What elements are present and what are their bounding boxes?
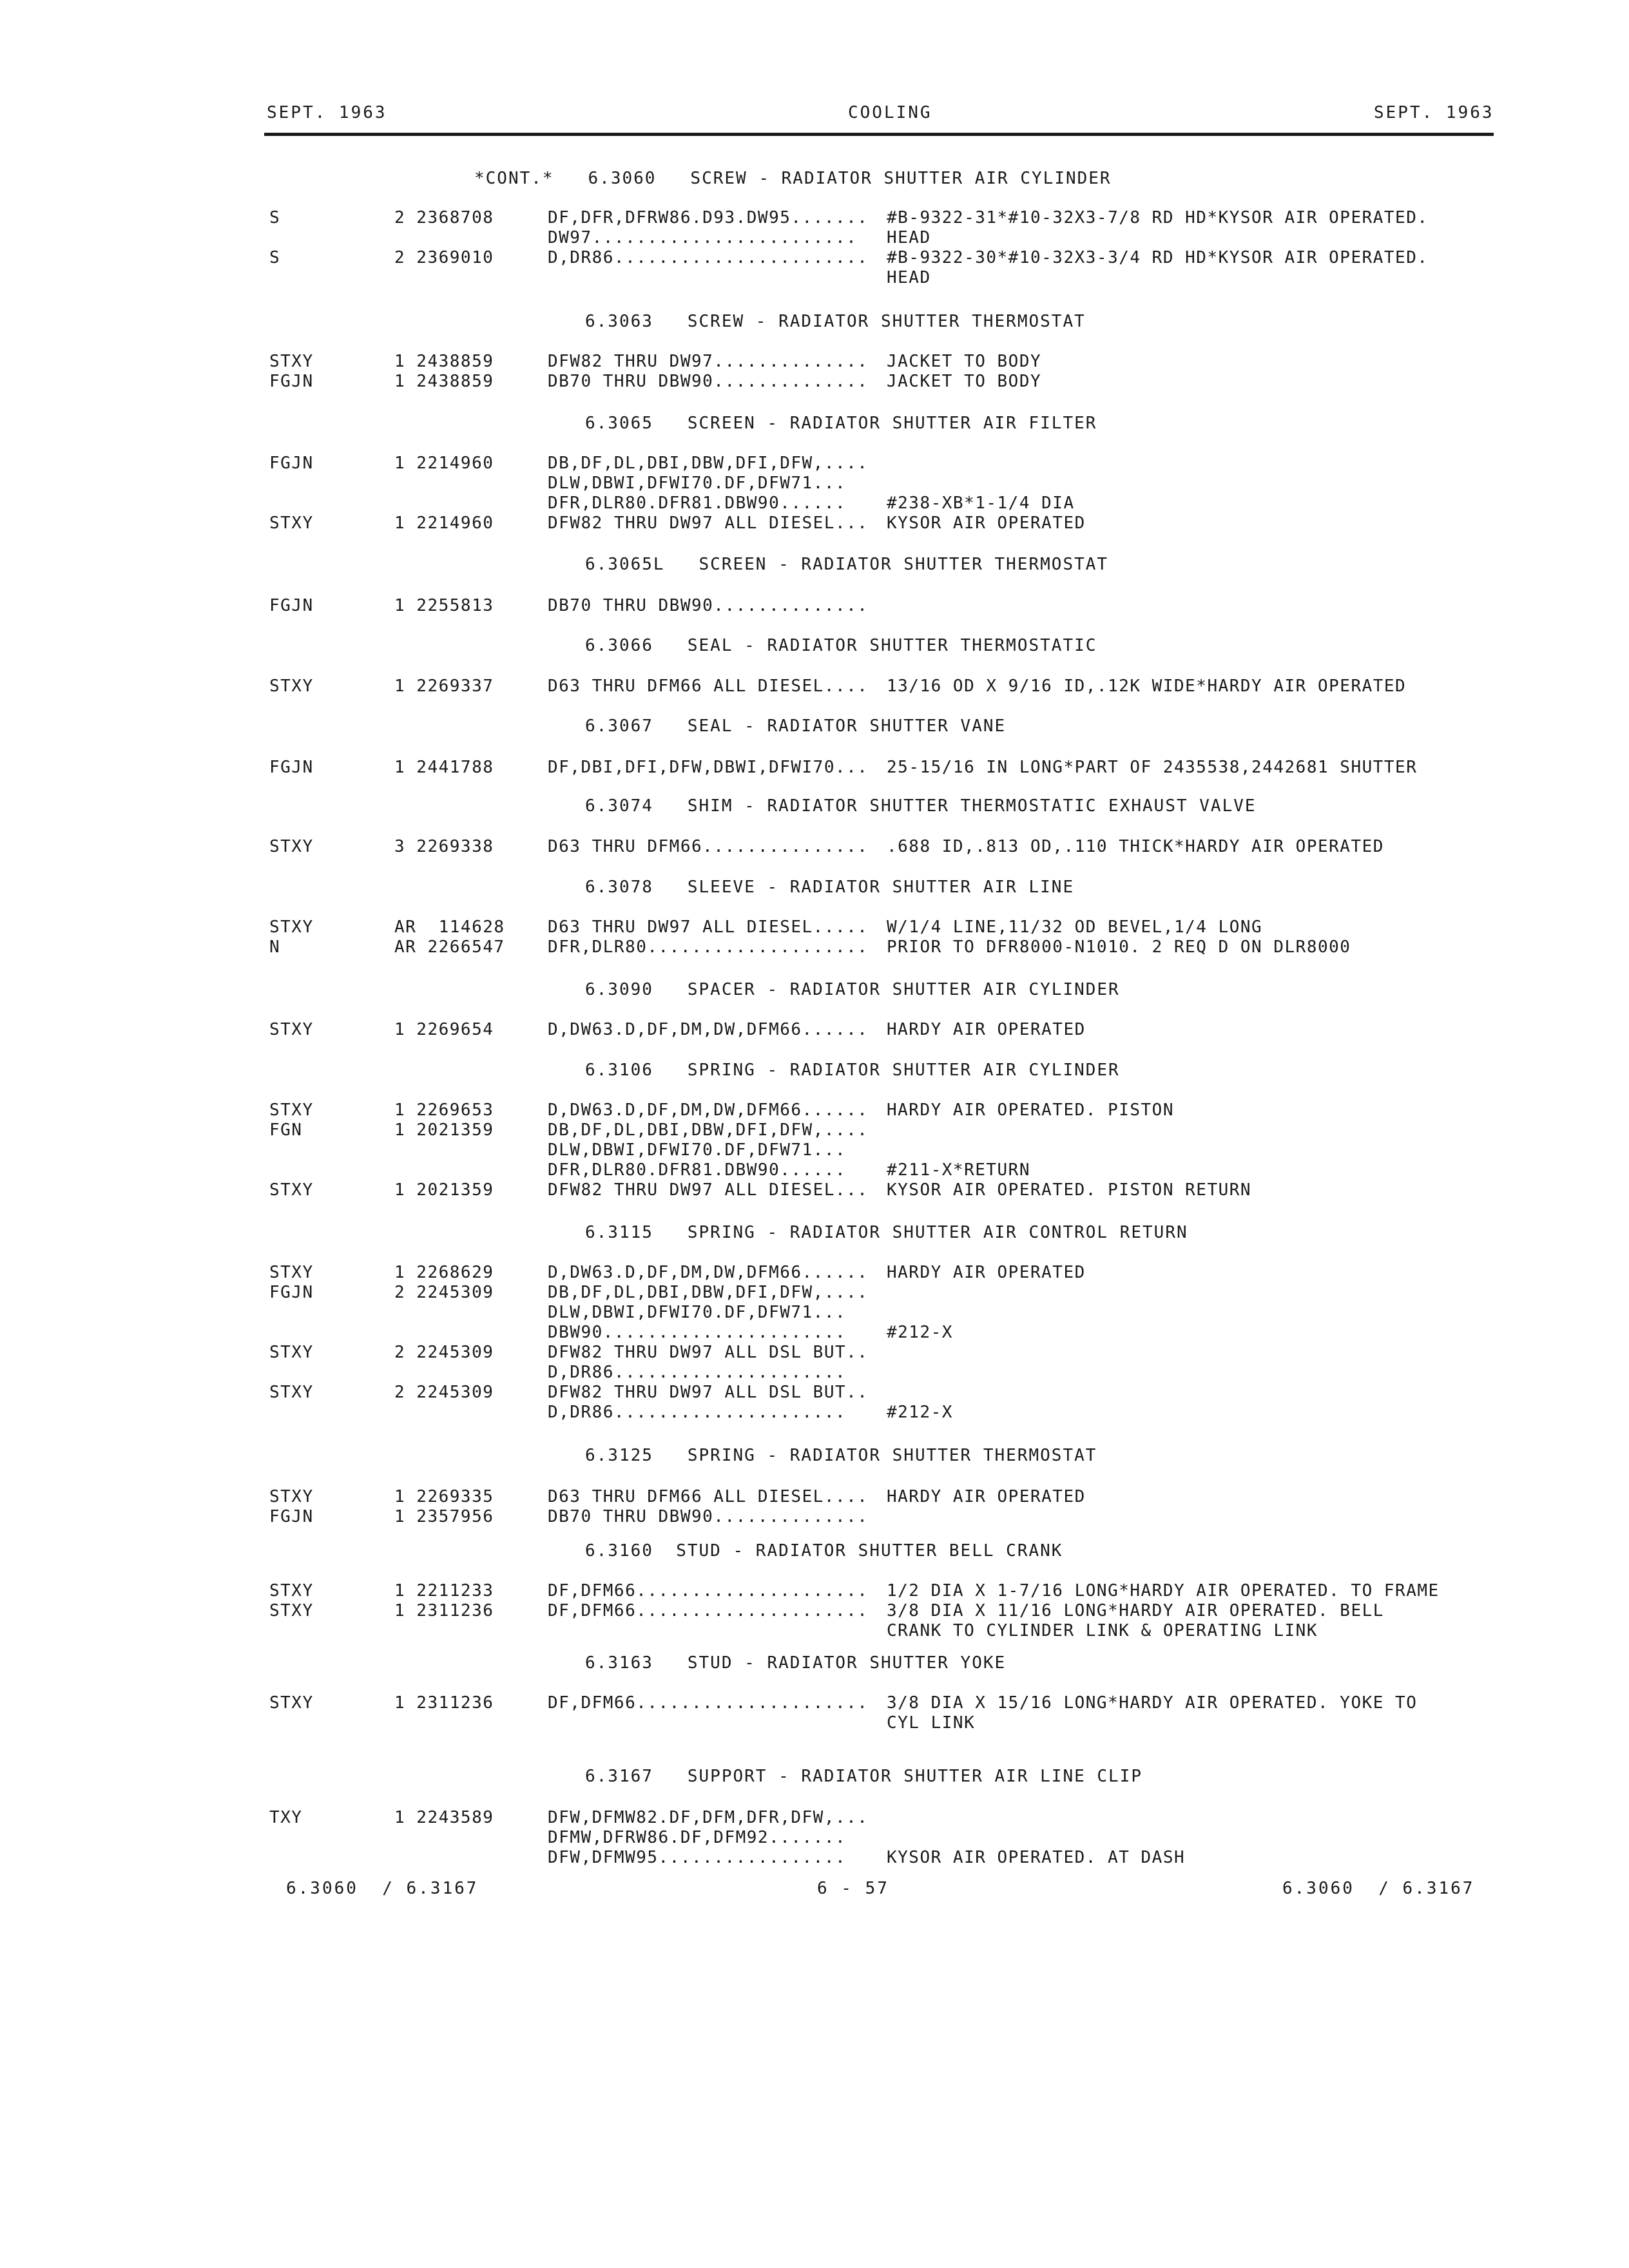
part-description: JACKET TO BODY [887,352,1042,371]
part-description: #211-X*RETURN [887,1160,1030,1180]
part-application: DLW,DBWI,DFWI70.DF,DFW71... [548,1140,847,1160]
part-qty-number: 1 2214960 [394,454,494,473]
part-qty-number: 1 2269654 [394,1020,494,1039]
part-application: DW97........................ [548,228,858,247]
part-description: 13/16 OD X 9/16 ID,.12K WIDE*HARDY AIR OPERATED [887,677,1407,696]
part-code: FGJN [269,758,314,777]
part-application: DB,DF,DL,DBI,DBW,DFI,DFW,.... [548,1283,869,1302]
part-code: STXY [269,1100,314,1120]
part-code: FGJN [269,1283,314,1302]
part-code: STXY [269,1581,314,1600]
section-title: 6.3065 SCREEN - RADIATOR SHUTTER AIR FILTER [585,414,1097,433]
page-number: 6 - 57 [817,1879,889,1898]
section-title: 6.3078 SLEEVE - RADIATOR SHUTTER AIR LINE [585,878,1075,897]
part-code: STXY [269,837,314,856]
section-title: *CONT.* 6.3060 SCREW - RADIATOR SHUTTER AIR CYLINDER [474,169,1112,188]
part-application: D63 THRU DW97 ALL DIESEL..... [548,918,869,937]
part-code: S [269,248,281,267]
part-application: DFR,DLR80.DFR81.DBW90...... [548,494,847,513]
footer-range-right: 6.3060 / 6.3167 [1282,1879,1475,1898]
part-description: KYSOR AIR OPERATED. PISTON RETURN [887,1180,1252,1200]
part-description: JACKET TO BODY [887,372,1042,391]
part-qty-number: 1 2311236 [394,1693,494,1713]
part-description: HARDY AIR OPERATED [887,1020,1086,1039]
part-description: HARDY AIR OPERATED. PISTON [887,1100,1174,1120]
header-date-left: SEPT. 1963 [267,103,387,122]
part-qty-number: 1 2211233 [394,1581,494,1600]
part-qty-number: 1 2438859 [394,372,494,391]
part-application: D63 THRU DFM66............... [548,837,869,856]
part-qty-number: AR 114628 [394,918,505,937]
section-title: 6.3063 SCREW - RADIATOR SHUTTER THERMOSTAT [585,312,1086,331]
part-application: D63 THRU DFM66 ALL DIESEL.... [548,677,869,696]
header-title: COOLING [848,103,932,122]
part-code: STXY [269,1020,314,1039]
part-application: DB70 THRU DBW90.............. [548,1507,869,1526]
part-qty-number: 1 2243589 [394,1808,494,1827]
part-qty-number: 1 2269653 [394,1100,494,1120]
part-code: FGJN [269,372,314,391]
section-title: 6.3090 SPACER - RADIATOR SHUTTER AIR CYLINDER [585,980,1120,999]
part-code: STXY [269,514,314,533]
part-application: D,DW63.D,DF,DM,DW,DFM66...... [548,1263,869,1282]
part-description: 25-15/16 IN LONG*PART OF 2435538,2442681 SHUTTER [887,758,1418,777]
part-application: D,DR86..................... [548,1403,847,1422]
part-application: DF,DBI,DFI,DFW,DBWI,DFWI70... [548,758,869,777]
part-application: DFW,DFMW95................. [548,1848,847,1867]
part-qty-number: 2 2368708 [394,208,494,227]
part-description: 3/8 DIA X 11/16 LONG*HARDY AIR OPERATED. BELL [887,1601,1384,1620]
part-code: N [269,937,281,957]
part-description: #212-X [887,1403,953,1422]
part-description: .688 ID,.813 OD,.110 THICK*HARDY AIR OPERATED [887,837,1384,856]
part-code: TXY [269,1808,303,1827]
part-code: STXY [269,918,314,937]
part-qty-number: 1 2438859 [394,352,494,371]
part-qty-number: 1 2269337 [394,677,494,696]
part-application: DFR,DLR80.................... [548,937,869,957]
part-qty-number: 3 2269338 [394,837,494,856]
part-application: D,DR86....................... [548,248,869,267]
section-title: 6.3106 SPRING - RADIATOR SHUTTER AIR CYLINDER [585,1061,1120,1080]
part-application: DB,DF,DL,DBI,DBW,DFI,DFW,.... [548,1120,869,1140]
part-code: STXY [269,1180,314,1200]
part-qty-number: 1 2255813 [394,596,494,615]
part-code: STXY [269,1693,314,1713]
part-application: D,DW63.D,DF,DM,DW,DFM66...... [548,1100,869,1120]
part-description: #B-9322-30*#10-32X3-3/4 RD HD*KYSOR AIR OPERATED. [887,248,1429,267]
part-qty-number: 2 2369010 [394,248,494,267]
part-application: DFW82 THRU DW97 ALL DIESEL... [548,1180,869,1200]
part-description: #238-XB*1-1/4 DIA [887,494,1075,513]
part-application: DFW82 THRU DW97 ALL DSL BUT.. [548,1383,869,1402]
part-application: D,DR86..................... [548,1363,847,1382]
part-description: HEAD [887,228,931,247]
part-application: DF,DFR,DFRW86.D93.DW95....... [548,208,869,227]
part-description: 3/8 DIA X 15/16 LONG*HARDY AIR OPERATED. YOKE TO [887,1693,1418,1713]
header-rule [264,133,1494,136]
part-code: STXY [269,1383,314,1402]
part-code: STXY [269,1487,314,1506]
part-application: DLW,DBWI,DFWI70.DF,DFW71... [548,1303,847,1322]
section-title: 6.3115 SPRING - RADIATOR SHUTTER AIR CONTROL RETURN [585,1223,1188,1242]
part-description: KYSOR AIR OPERATED [887,514,1086,533]
part-description: HARDY AIR OPERATED [887,1263,1086,1282]
part-qty-number: 2 2245309 [394,1383,494,1402]
part-application: DF,DFM66..................... [548,1581,869,1600]
part-application: DFW82 THRU DW97.............. [548,352,869,371]
part-description: W/1/4 LINE,11/32 OD BEVEL,1/4 LONG [887,918,1263,937]
part-description: CRANK TO CYLINDER LINK & OPERATING LINK [887,1621,1318,1640]
part-qty-number: 1 2269335 [394,1487,494,1506]
header-date-right: SEPT. 1963 [1374,103,1494,122]
part-description: HARDY AIR OPERATED [887,1487,1086,1506]
part-qty-number: AR 2266547 [394,937,505,957]
part-application: DBW90...................... [548,1323,847,1342]
part-description: #212-X [887,1323,953,1342]
part-qty-number: 2 2245309 [394,1343,494,1362]
part-application: DFR,DLR80.DFR81.DBW90...... [548,1160,847,1180]
part-application: D63 THRU DFM66 ALL DIESEL.... [548,1487,869,1506]
part-code: STXY [269,352,314,371]
part-qty-number: 1 2311236 [394,1601,494,1620]
part-description: #B-9322-31*#10-32X3-7/8 RD HD*KYSOR AIR OPERATED. [887,208,1429,227]
part-application: D,DW63.D,DF,DM,DW,DFM66...... [548,1020,869,1039]
section-title: 6.3067 SEAL - RADIATOR SHUTTER VANE [585,716,1007,736]
part-description: PRIOR TO DFR8000-N1010. 2 REQ D ON DLR8000 [887,937,1351,957]
part-application: DB,DF,DL,DBI,DBW,DFI,DFW,.... [548,454,869,473]
footer-range-left: 6.3060 / 6.3167 [286,1879,479,1898]
part-code: STXY [269,1343,314,1362]
section-title: 6.3167 SUPPORT - RADIATOR SHUTTER AIR LINE CLIP [585,1767,1143,1786]
part-code: STXY [269,1601,314,1620]
part-application: DLW,DBWI,DFWI70.DF,DFW71... [548,474,847,493]
part-code: FGN [269,1120,303,1140]
part-application: DFW,DFMW82.DF,DFM,DFR,DFW,... [548,1808,869,1827]
part-description: 1/2 DIA X 1-7/16 LONG*HARDY AIR OPERATED. TO FRAME [887,1581,1440,1600]
part-application: DF,DFM66..................... [548,1693,869,1713]
part-qty-number: 1 2021359 [394,1120,494,1140]
part-code: FGJN [269,454,314,473]
section-title: 6.3163 STUD - RADIATOR SHUTTER YOKE [585,1653,1007,1673]
part-qty-number: 1 2441788 [394,758,494,777]
part-application: DB70 THRU DBW90.............. [548,372,869,391]
part-code: STXY [269,677,314,696]
part-qty-number: 1 2357956 [394,1507,494,1526]
section-title: 6.3074 SHIM - RADIATOR SHUTTER THERMOSTATIC EXHAUST VALVE [585,796,1257,816]
part-description: HEAD [887,268,931,287]
part-application: DFMW,DFRW86.DF,DFM92....... [548,1828,847,1847]
section-title: 6.3065L SCREEN - RADIATOR SHUTTER THERMOSTAT [585,555,1109,574]
part-code: FGJN [269,596,314,615]
part-application: DB70 THRU DBW90.............. [548,596,869,615]
part-application: DFW82 THRU DW97 ALL DSL BUT.. [548,1343,869,1362]
part-description: KYSOR AIR OPERATED. AT DASH [887,1848,1186,1867]
part-code: S [269,208,281,227]
part-qty-number: 1 2214960 [394,514,494,533]
section-title: 6.3066 SEAL - RADIATOR SHUTTER THERMOSTATIC [585,636,1097,655]
part-qty-number: 1 2021359 [394,1180,494,1200]
part-qty-number: 1 2268629 [394,1263,494,1282]
part-code: FGJN [269,1507,314,1526]
part-qty-number: 2 2245309 [394,1283,494,1302]
part-description: CYL LINK [887,1713,976,1733]
part-application: DFW82 THRU DW97 ALL DIESEL... [548,514,869,533]
section-title: 6.3160 STUD - RADIATOR SHUTTER BELL CRANK [585,1541,1063,1561]
part-code: STXY [269,1263,314,1282]
section-title: 6.3125 SPRING - RADIATOR SHUTTER THERMOSTAT [585,1446,1097,1465]
part-application: DF,DFM66..................... [548,1601,869,1620]
